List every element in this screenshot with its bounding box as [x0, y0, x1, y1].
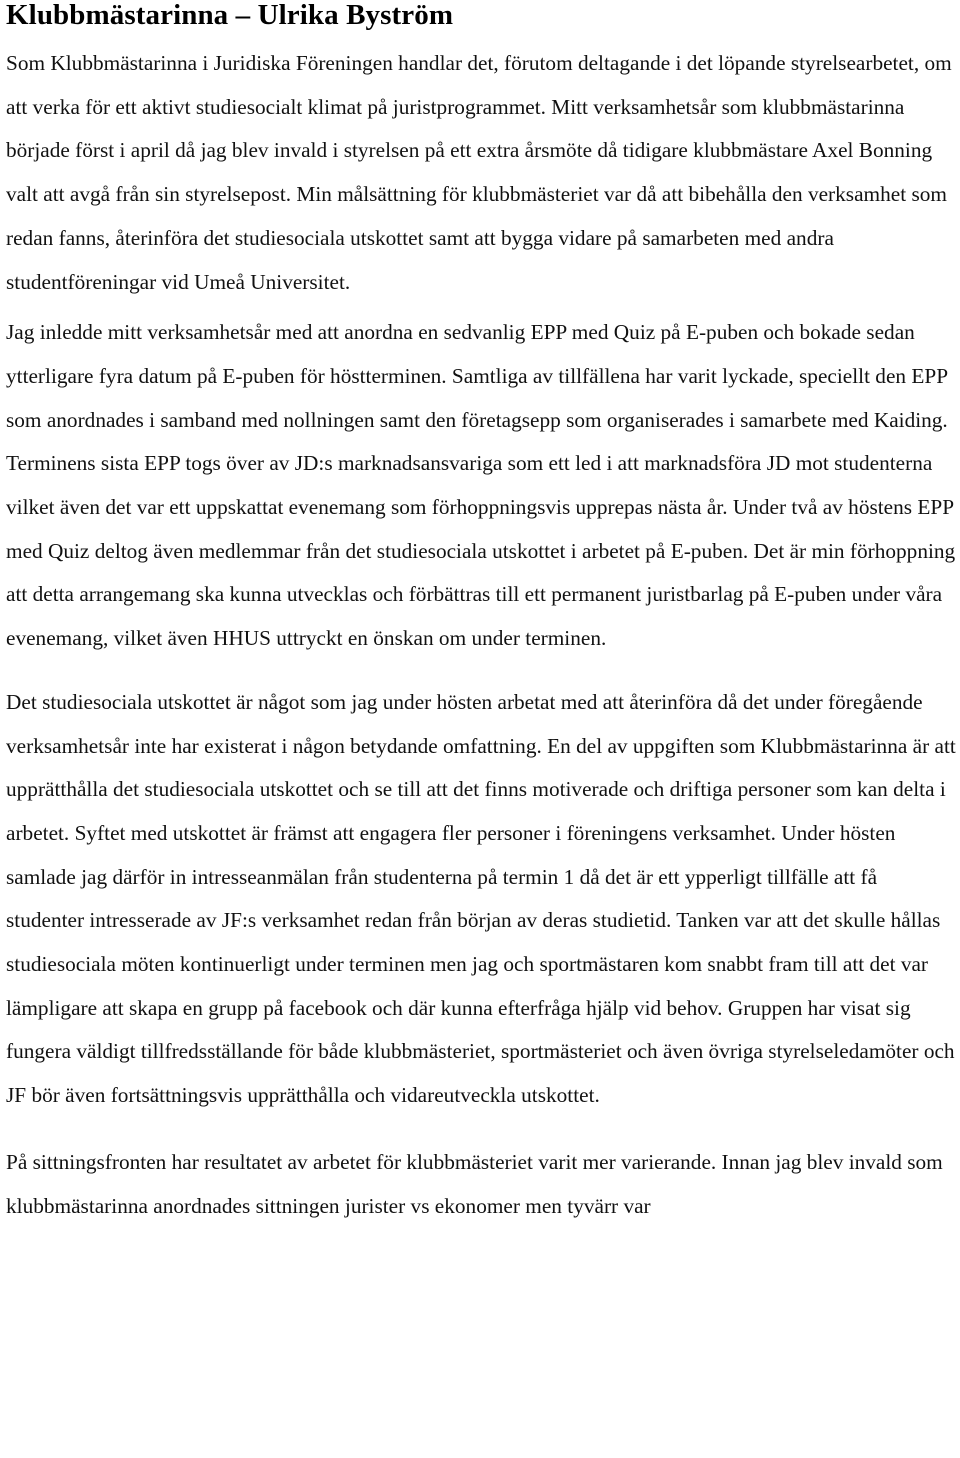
document-title: Klubbmästarinna – Ulrika Byström [6, 0, 454, 31]
paragraph-studiesocial-committee: Det studiesociala utskottet är något som jag under hösten arbetat med att återinföra då det under föregående verksamhetsår inte har existerat i någon betydande omfattning. En del av uppgiften som Klubbmästarinna är att upprätthålla det studiesociala utskottet och se till att det finns motiverade och driftiga personer som kan delta i arbetet. Syftet med utskottet är främst att engagera fler personer i föreningens verksamhet. Under hösten samlade jag därför in intresseanmälan från studenterna på termin 1 då det är ett ypperligt tillfälle att få studenter intresserade av JF:s verksamhet redan från början av deras studietid. Tanken var att det skulle hållas studiesociala möten kontinuerligt under terminen men jag och sportmästaren kom snabbt fram till att det var lämpligare att skapa en grupp på facebook och där kunna efterfråga hjälp vid behov. Gruppen har visat sig fungera väldigt tillfredsställande för både klubbmästeriet, sportmästeriet och även övriga styrelseledamöter och JF bör även fortsättningsvis upprätthålla och vidareutveckla utskottet. [6, 689, 956, 1108]
paragraph-intro: Som Klubbmästarinna i Juridiska Föreningen handlar det, förutom deltagande i det löpande styrelsearbetet, om att verka för ett aktivt studiesocialt klimat på juristprogrammet. Mitt verksamhetsår som klubbmästarinna började först i april då jag blev invald i styrelsen på ett extra årsmöte då tidigare klubbmästare Axel Bonning valt att avgå från sin styrelsepost. Min målsättning för klubbmästeriet var då att bibehålla den verksamhet som redan fanns, återinföra det studiesociala utskottet samt att bygga vidare på samarbeten med andra studentföreningar vid Umeå Universitet. [6, 51, 952, 294]
paragraph-epp: Jag inledde mitt verksamhetsår med att anordna en sedvanlig EPP med Quiz på E-puben och bokade sedan ytterligare fyra datum på E-puben för höstterminen. Samtliga av tillfällena har varit lyckade, speciellt den EPP som anordnades i samband med nollningen samt den företagsepp som organiserades i samarbete med Kaiding. Terminens sista EPP togs över av JD:s marknadsansvariga som ett led i att marknadsföra JD mot studenterna vilket även det var ett uppskattat evenemang som förhoppningsvis upprepas nästa år. Under två av höstens EPP med Quiz deltog även medlemmar från det studiesociala utskottet i arbetet på E-puben. Det är min förhoppning att detta arrangemang ska kunna utvecklas och förbättras till ett permanent juristbarlag på E-puben under våra evenemang, vilket även HHUS uttryckt en önskan om under terminen. [6, 320, 956, 651]
document-page [6, 0, 958, 1228]
paragraph-sittning: På sittningsfronten har resultatet av arbetet för klubbmästeriet varit mer varierande. Innan jag blev invald som klubbmästarinna anordnades sittningen jurister vs ekonomer men tyvärr var [6, 1149, 943, 1218]
